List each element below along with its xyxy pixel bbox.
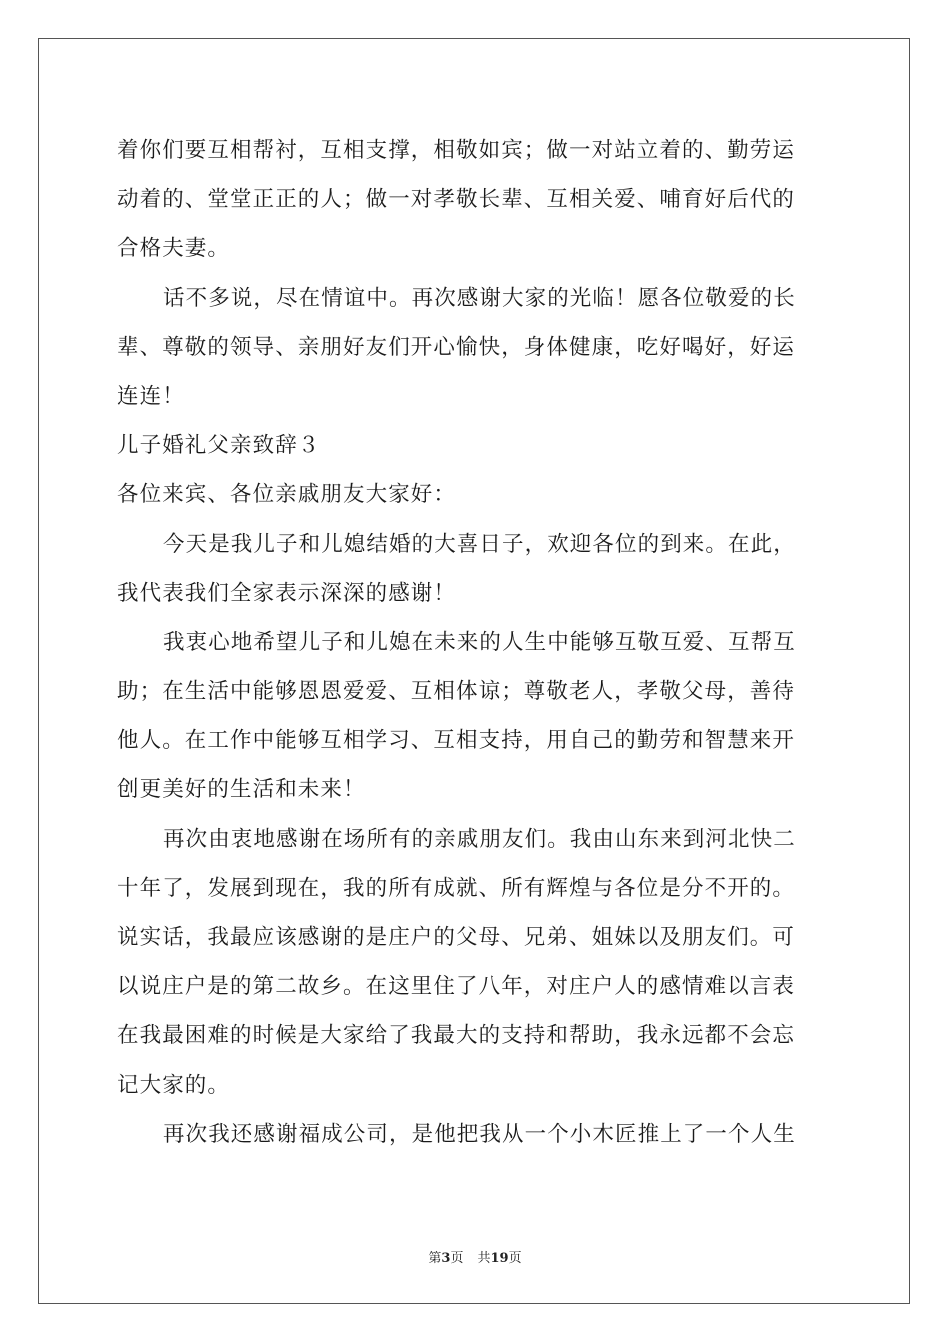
text-line: 动着的、堂堂正正的人；做一对孝敬长辈、互相关爱、哺育好后代的 <box>117 187 796 213</box>
page-current: 3 <box>441 1251 451 1266</box>
text-line: 辈、尊敬的领导、亲朋好友们开心愉快，身体健康，吃好喝好，好运 <box>117 334 796 360</box>
page-footer <box>0 1247 950 1266</box>
text-line: 我代表我们全家表示深深的感谢！ <box>117 580 457 606</box>
page-unit: 页 <box>450 1251 464 1266</box>
text-line: 他人。在工作中能够互相学习、互相支持，用自己的勤劳和智慧来开 <box>117 728 796 754</box>
text-line: 在我最困难的时候是大家给了我最大的支持和帮助，我永远都不会忘 <box>117 1023 796 1049</box>
text-line: 今天是我儿子和儿媳结婚的大喜日子，欢迎各位的到来。在此， <box>163 531 796 557</box>
section-heading: 儿子婚礼父亲致辞３ <box>117 433 321 459</box>
text-line: 着你们要互相帮衬，互相支撑，相敬如宾；做一对站立着的、勤劳运 <box>117 138 796 163</box>
text-line: 我衷心地希望儿子和儿媳在未来的人生中能够互敬互爱、互帮互 <box>163 629 796 655</box>
page-total: 19 <box>490 1251 509 1266</box>
text-line: 十年了，发展到现在，我的所有成就、所有辉煌与各位是分不开的。 <box>117 875 796 901</box>
text-line: 助；在生活中能够恩恩爱爱、互相体谅；尊敬老人，孝敬父母，善待 <box>117 679 796 705</box>
document-body <box>117 126 833 1159</box>
text-line: 话不多说，尽在情谊中。再次感谢大家的光临！愿各位敬爱的长 <box>163 285 796 311</box>
salutation: 各位来宾、各位亲戚朋友大家好： <box>117 482 457 508</box>
text-line: 连连！ <box>117 383 185 409</box>
text-line: 记大家的。 <box>117 1072 231 1098</box>
text-line: 再次我还感谢福成公司，是他把我从一个小木匠推上了一个人生 <box>163 1121 796 1147</box>
text-line: 合格夫妻。 <box>117 236 231 262</box>
text-line: 以说庄户是的第二故乡。在这里住了八年，对庄户人的感情难以言表 <box>117 974 796 1000</box>
page-prefix: 第 <box>428 1251 442 1266</box>
text-line: 说实话，我最应该感谢的是庄户的父母、兄弟、姐妹以及朋友们。可 <box>117 925 796 950</box>
text-line: 再次由衷地感谢在场所有的亲戚朋友们。我由山东来到河北快二 <box>163 826 796 852</box>
total-prefix: 共 <box>477 1251 491 1266</box>
text-line: 创更美好的生活和未来！ <box>117 777 366 803</box>
total-unit: 页 <box>508 1251 522 1266</box>
